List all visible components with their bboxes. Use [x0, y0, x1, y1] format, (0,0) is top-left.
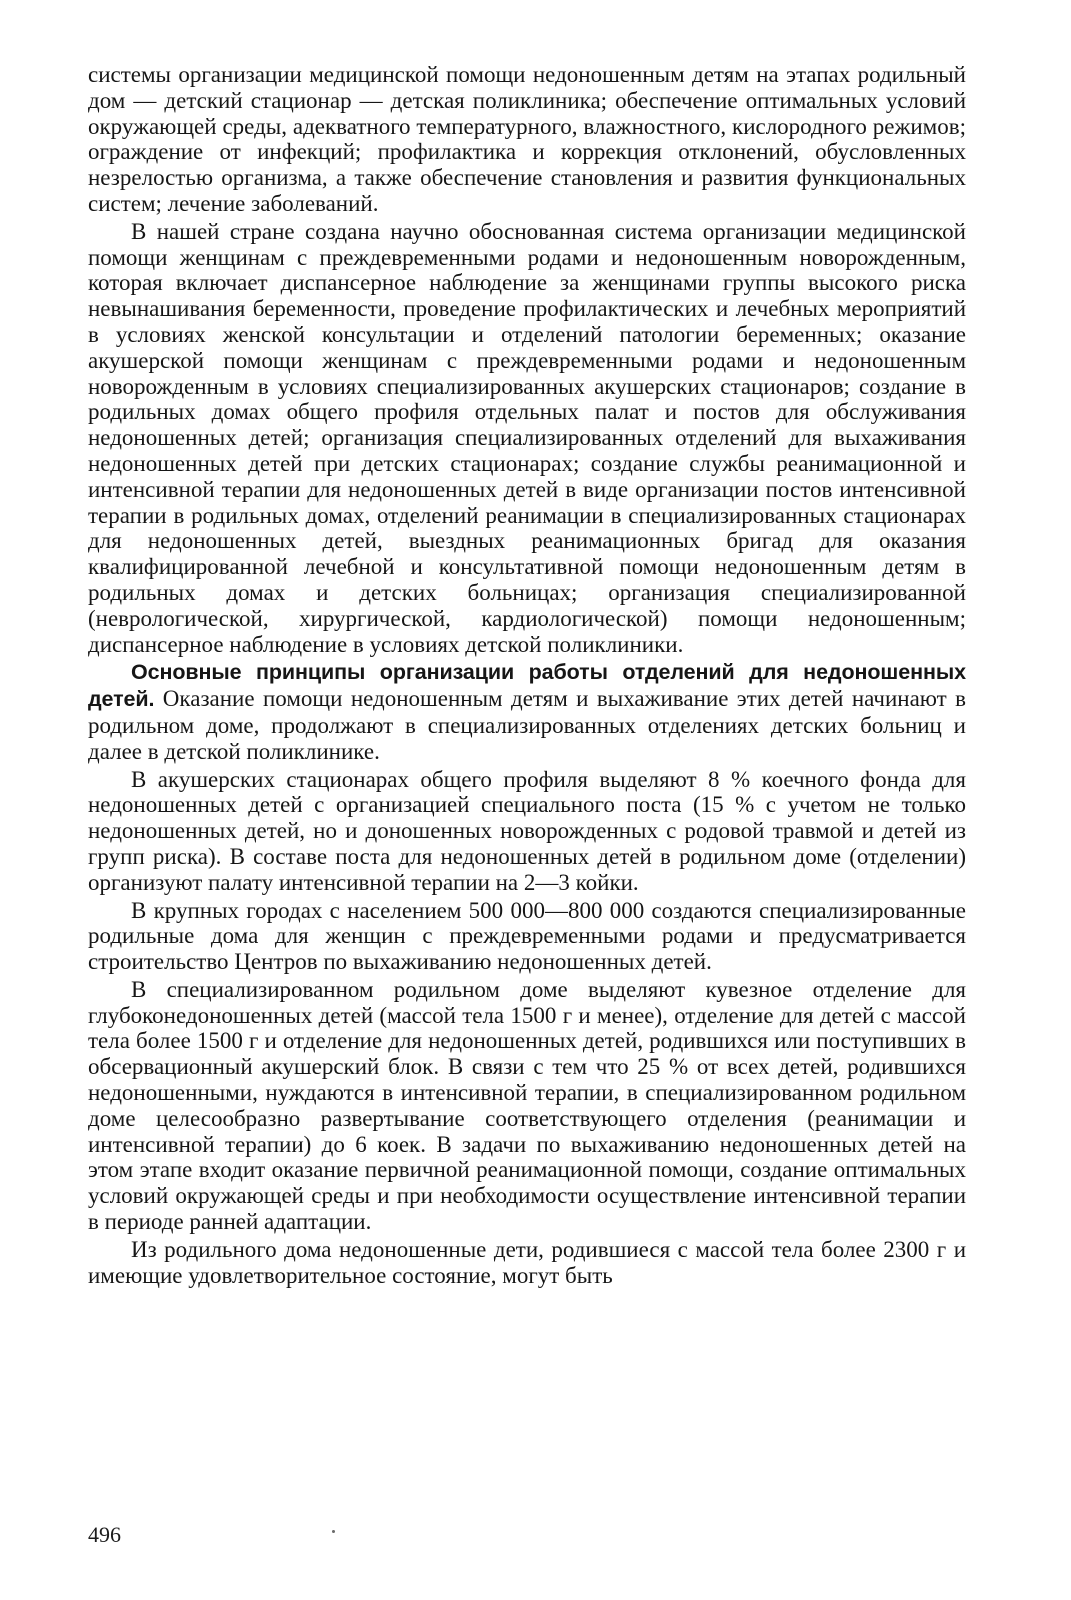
paragraph-principles [88, 659, 966, 764]
section-heading-principles: Основные принципы организации работы отделений для недоношенных детей. [88, 660, 966, 712]
paragraph-discharge: Из родильного дома недоношенные дети, родившиеся с массой тела более 2300 г и имеющие удовлетворительное состояние, могут быть [88, 1236, 966, 1288]
paragraph-specialized-maternity: В специализированном родильном доме выделяют кувезное отделение для глубоконедоношенных детей (массой тела 1500 г и менее), отделение для детей с массой тела более 1500 г и отделение для недоношенных детей, родившихся или поступивших в обсервационный акушерский блок. В связи с тем что 25 % от всех детей, родившихся недоношенными, нуждаются в интенсивной терапии, в специализированном родильном доме целесообразно развертывание соответствующего отделения (реанимации и интенсивной терапии) до 6 коек. В задачи по выхаживанию недоношенных детей на этом этапе входит оказание первичной реанимационной помощи, создание оптимальных условий окружающей среды и при необходимости осуществление интенсивной терапии в периоде ранней адаптации. [88, 976, 966, 1235]
print-speck [332, 1530, 335, 1533]
paragraph-obstetric-hospitals: В акушерских стационарах общего профиля выделяют 8 % коечного фонда для недоношенных детей с организацией специального поста (15 % с учетом не только недоношенных детей, но и доношенных новорожденных с родовой травмой и детей из групп риска). В составе поста для недоношенных детей в родильном доме (отделении) организуют палату интенсивной терапии на 2—3 койки. [88, 766, 966, 895]
paragraph-continuation: системы организации медицинской помощи недоношенным детям на этапах родильный дом — детский стационар — детская поликлиника; обеспечение оптимальных условий окружающей среды, адекватного температурного, влажностного, кислородного режимов; ограждение от инфекций; профилактика и коррекция отклонений, обусловленных незрелостью организма, а также обеспечение становления и развития функциональных систем; лечение заболеваний. [88, 62, 966, 216]
page-body [88, 62, 966, 1288]
paragraph-large-cities: В крупных городах с населением 500 000—800 000 создаются специализированные родильные дома для женщин с преждевременными родами и предусматривается строительство Центров по выхаживанию недоношенных детей. [88, 897, 966, 975]
paragraph-principles-text: Оказание помощи недоношенным детям и выхаживание этих детей начинают в родильном доме, продолжают в специализированных отделениях детских больниц и далее в детской поликлинике. [88, 686, 966, 764]
paragraph-care-system: В нашей стране создана научно обоснованная система организации медицинской помощи женщинам с преждевременными родами и недоношенным новорожденным, которая включает диспансерное наблюдение за женщинами группы высокого риска невынашивания беременности, проведение профилактических и лечебных мероприятий в условиях женской консультации и отделений патологии беременных; оказание акушерской помощи женщинам с преждевременными родами и недоношенным новорожденным в условиях специализированных акушерских стационаров; создание в родильных домах общего профиля отдельных палат и постов для обслуживания недоношенных детей; организация специализированных отделений для выхаживания недоношенных детей при детских стационарах; создание службы реанимационной и интенсивной терапии для недоношенных детей в виде организации постов интенсивной терапии в родильных домах, отделений реанимации в специализированных стационарах для недоношенных детей, выездных реанимационных бригад для оказания квалифицированной лечебной и консультативной помощи недоношенным детям в родильных домах и детских больницах; организация специализированной (неврологической, хирургической, кардиологической) помощи недоношенным; диспансерное наблюдение в условиях детской поликлиники. [88, 218, 966, 657]
page-number: 496 [88, 1522, 121, 1547]
